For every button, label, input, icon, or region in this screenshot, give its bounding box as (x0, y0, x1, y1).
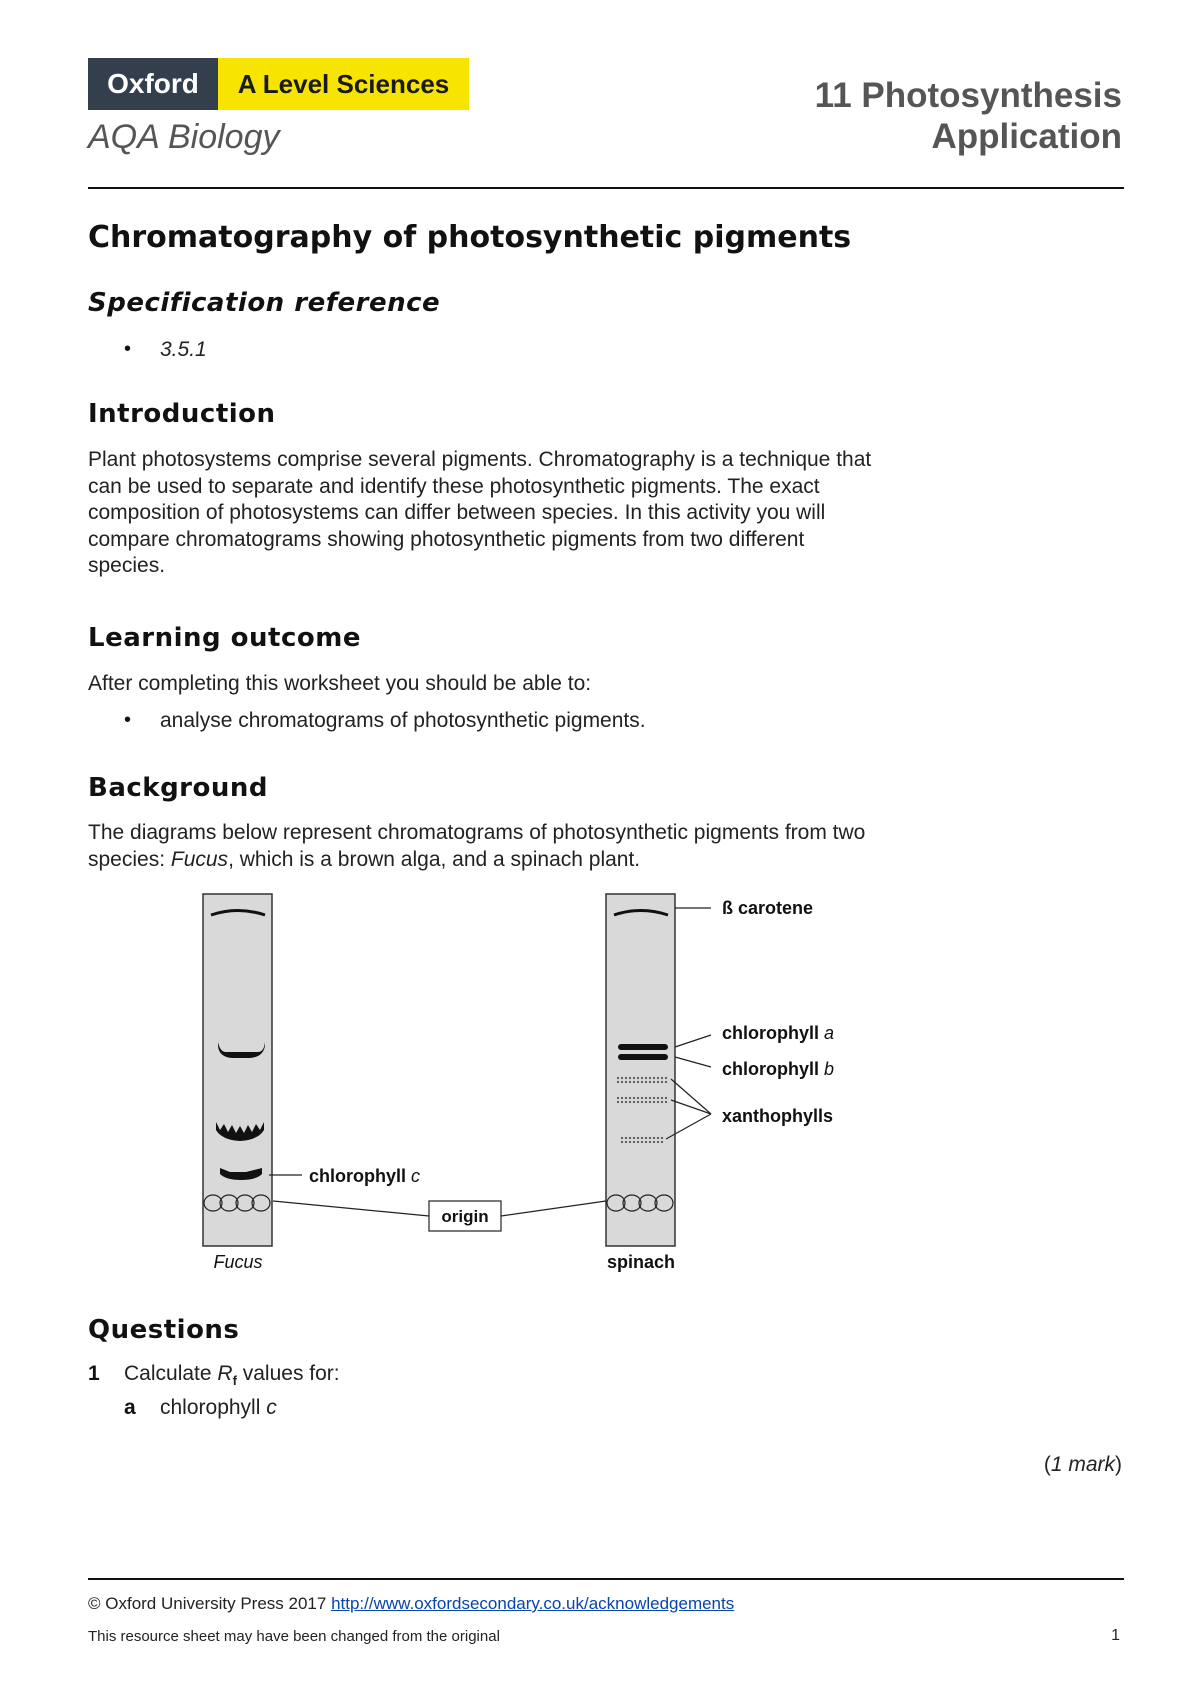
chapter-subtitle: Application (931, 117, 1122, 156)
spinach-band (617, 1075, 669, 1083)
background-text: , which is a brown alga, and a spinach plant. (228, 847, 641, 871)
acknowledgements-link[interactable]: http://www.oxfordsecondary.co.uk/acknowledgements (331, 1594, 735, 1613)
background-paragraph (88, 820, 968, 873)
chlorophyll-c-label: chlorophyll c (309, 1166, 421, 1186)
beta-carotene-label: ß carotene (722, 898, 814, 918)
chapter-title: 11 Photosynthesis (814, 76, 1122, 115)
intro-line: Plant photosystems comprise several pigments. Chromatography is a technique that (88, 448, 872, 471)
question-1-text (124, 1362, 340, 1388)
fucus-label: Fucus (213, 1252, 263, 1272)
page-title: Chromatography of photosynthetic pigments (88, 220, 852, 255)
spinach-band (620, 1136, 664, 1143)
intro-paragraph (88, 447, 968, 580)
spec-bullet (124, 338, 131, 361)
species-name: Fucus (170, 847, 229, 871)
subject-title: AQA Biology (88, 118, 280, 156)
question-text: values for: (236, 1362, 340, 1385)
subquestion-italic: c (266, 1396, 277, 1419)
bullet-icon: • (124, 338, 132, 360)
intro-heading: Introduction (88, 399, 276, 429)
spec-heading: Specification reference (88, 288, 441, 318)
mark-bracket: ) (1115, 1453, 1122, 1476)
bullet-icon: • (124, 709, 132, 731)
mark-allocation (1044, 1453, 1122, 1477)
questions-heading: Questions (88, 1315, 240, 1345)
chlorophyll-a-label: chlorophyll a (722, 1023, 835, 1043)
outcome-lead: After completing this worksheet you should be able to: (88, 672, 592, 695)
oxford-logo: Oxford (88, 58, 218, 110)
rf-symbol: R (217, 1362, 233, 1385)
footer-note: This resource sheet may have been changed from the original (88, 1628, 500, 1645)
outcome-heading: Learning outcome (88, 623, 361, 653)
chlorophyll-b-label: chlorophyll b (722, 1059, 835, 1079)
spinach-band (618, 1054, 668, 1060)
background-line (88, 847, 968, 874)
rf-subscript: f (232, 1373, 237, 1389)
spinach-label: spinach (606, 1252, 676, 1272)
question-number: 1 (88, 1362, 100, 1385)
spinach-strip (606, 894, 675, 1246)
series-logo: A Level Sciences (218, 58, 469, 110)
header-divider (88, 187, 1124, 189)
subquestion-label: a (124, 1396, 136, 1419)
intro-line: can be used to separate and identify these photosynthetic pigments. The exact (88, 474, 820, 498)
spec-item: 3.5.1 (160, 338, 207, 361)
mark-bracket: ( (1043, 1453, 1051, 1476)
subquestion-a-text (160, 1396, 277, 1420)
background-heading: Background (88, 773, 268, 803)
xanthophylls-label: xanthophylls (722, 1106, 834, 1126)
footer-copyright (88, 1594, 734, 1614)
outcome-item: analyse chromatograms of photosynthetic pigments. (160, 709, 646, 732)
footer-divider (88, 1578, 1124, 1580)
intro-line: species. (88, 554, 166, 577)
spinach-band (617, 1096, 669, 1104)
mark-text: 1 mark (1050, 1453, 1115, 1476)
background-line: The diagrams below represent chromatograms of photosynthetic pigments from two (88, 821, 866, 844)
fucus-strip (203, 894, 272, 1246)
chromatogram-diagram (0, 880, 1200, 1280)
subquestion-text: chlorophyll (160, 1396, 267, 1419)
copyright-text: © Oxford University Press 2017 (88, 1594, 332, 1613)
question-text: Calculate (124, 1362, 218, 1385)
intro-line: composition of photosystems can differ between species. In this activity you will (88, 501, 826, 524)
spinach-band (618, 1044, 668, 1050)
origin-label: origin (441, 1207, 489, 1226)
intro-line: compare chromatograms showing photosynthetic pigments from two different (88, 527, 805, 551)
page-number: 1 (1111, 1627, 1120, 1644)
outcome-bullet (124, 709, 131, 732)
background-text: species: (88, 847, 171, 871)
